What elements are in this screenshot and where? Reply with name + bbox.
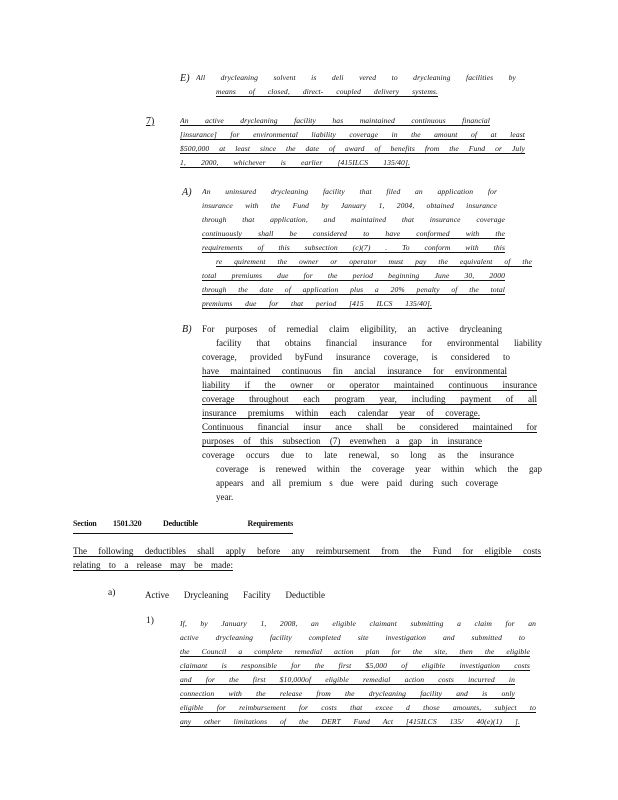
item-a-line-4: continuously shall be considered to have conformed with the (202, 229, 505, 238)
item-7-line-3: $500,000 at least since the date of award of benefits from the Fund or July (180, 144, 525, 153)
item-a-line-6: re quirement the owner or operator must pay the equivalent of the (216, 257, 532, 266)
item-e-line-2: means of closed, direct- coupled delivery systems. (216, 87, 438, 96)
section-number: 1501.320 (113, 519, 142, 528)
item-a-line-2: insurance with the Fund by January 1, 2004, obtained insurance (202, 201, 497, 210)
item-a-line-1: An uninsured drycleaning facility that filed an application for (202, 187, 497, 196)
item-e-line-1: All drycleaning solvent is deli vered to drycleaning facilities by (196, 73, 516, 82)
item-b-line-10: coverage occurs due to late renewal, so long as the insurance (202, 450, 514, 460)
item-1-line-2: active drycleaning facility completed site investigation and submitted to (180, 633, 525, 642)
item-7-text (180, 114, 525, 170)
item-b-line-13: year. (216, 492, 234, 502)
item-1-line-1: If, by January 1, 2008, an eligible claimant submitting a claim for an (180, 619, 536, 628)
item-a-line-5: requirements of this subsection (c)(7) . To conform with this (202, 243, 505, 252)
item-b-line-4: have maintained continuous fin ancial insurance for environmental (202, 366, 507, 376)
subsection-a-title-text: Active Drycleaning Facility Deductible (145, 590, 325, 600)
item-1-line-3: the Council a complete remedial action plan for the site, then the eligible (180, 647, 530, 656)
item-a-line-8: through the date of application plus a 20% penalty of the total (202, 285, 505, 294)
item-b-line-1: For purposes of remedial claim eligibility, an active drycleaning (202, 324, 502, 334)
item-1-line-8: any other limitations of the DERT Fund Act [415ILCS 135/ 40(e)(1) ]. (180, 717, 520, 726)
item-1-text (180, 617, 536, 729)
item-b-line-8: Continuous financial insur ance shall be considered maintained for (202, 422, 537, 432)
item-b-marker: B) (182, 324, 192, 335)
item-7-number: 7) (146, 116, 155, 127)
item-e-text (196, 71, 516, 99)
item-b-line-12: appears and all premium s due were paid during such coverage (216, 478, 498, 488)
item-b-line-2: facility that obtains financial insurance for environmental liability (216, 338, 542, 348)
item-b-line-3: coverage, provided byFund insurance coverage, is considered to (202, 352, 510, 362)
item-b-line-7: insurance premiums within each calendar year of coverage. (202, 408, 480, 418)
intro-paragraph (73, 544, 541, 572)
item-a-line-7: total premiums due for the period beginning June 30, 2000 (202, 271, 505, 280)
item-e-marker: E) (180, 73, 190, 84)
item-1-line-7: eligible for reimbursement for costs that excee d those amounts, subject to (180, 703, 536, 712)
subsection-a-marker: a) (108, 588, 116, 598)
item-b-line-9: purposes of this subsection (7) evenwhen a gap in insurance (202, 436, 482, 446)
item-a-text (202, 185, 532, 311)
item-b-line-5: liability if the owner or operator maintained continuous insurance (202, 380, 537, 390)
item-1-line-4: claimant is responsible for the first $5,000 of eligible investigation costs (180, 661, 530, 670)
item-7-line-4: 1, 2000, whichever is earlier [415ILCS 135/40]. (180, 158, 410, 167)
item-a-line-9: premiums due for that period [415 ILCS 135/40]. (202, 299, 432, 308)
section-heading (73, 519, 293, 534)
item-a-marker: A) (182, 187, 192, 198)
item-b-text (202, 322, 542, 504)
intro-line-1: The following deductibles shall apply before any reimbursement from the Fund for eligible costs (73, 546, 541, 556)
item-7-line-1: An active drycleaning facility has maintained continuous financial (180, 116, 490, 125)
item-1-line-6: connection with the release from the drycleaning facility and is only (180, 689, 515, 698)
subsection-a-title (145, 588, 325, 602)
item-1-number: 1) (146, 616, 154, 626)
section-label: Section (73, 519, 97, 528)
item-b-line-6: coverage throughout each program year, including payment of all (202, 394, 537, 404)
item-7-line-2: [insurance] for environmental liability coverage in the amount of at least (180, 130, 525, 139)
item-1-line-5: and for the first $10,000of eligible remedial action costs incurred in (180, 675, 515, 684)
item-a-line-3: through that application, and maintained that insurance coverage (202, 215, 505, 224)
intro-line-2: relating to a release may be made: (73, 560, 233, 570)
item-b-line-11: coverage is renewed within the coverage year within which the gap (216, 464, 542, 474)
section-title: Deductible Requirements (163, 519, 293, 528)
